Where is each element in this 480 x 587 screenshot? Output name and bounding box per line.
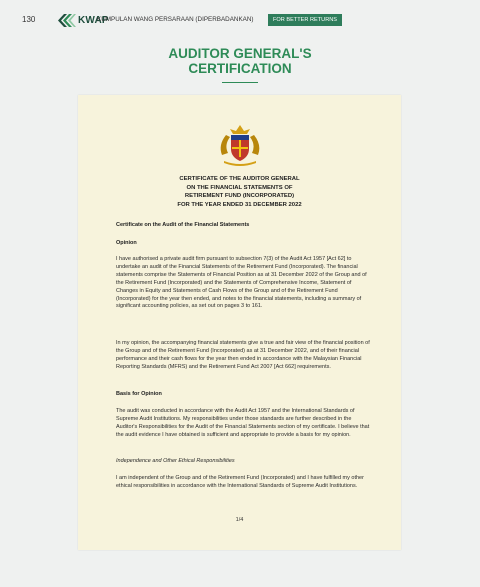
certificate-heading-line: FOR THE YEAR ENDED 31 DECEMBER 2022 [177,201,302,208]
kwap-logo-icon [58,14,76,27]
section-title-line-1: AUDITOR GENERAL'S [168,46,312,61]
certificate-page [78,95,401,550]
page-header [0,14,480,28]
certificate-heading-line: CERTIFICATE OF THE AUDITOR GENERAL [179,176,300,182]
tagline-badge: FOR BETTER RETURNS [268,14,342,26]
independence-paragraph: I am independent of the Group and of the Retirement Fund (Incorporated) and I have fulfilled my other ethical responsibilities in accordance with the International Standards of Supreme Audit Institutions. [116,475,364,489]
opinion-paragraph-1: I have authorised a private audit firm pursuant to subsection 7(3) of the Audit Act 1957 [Act 62] to undertake an audit of the Financial Statements of the Retirement Fund (Incorporated). The financial statements comprise the Statements of Financial Position as at 31 December 2022 of the Group and of the Retirement Fund (Incorporated) and the Statements of Comprehensive Income, Statement of Changes in Equity and Statements of Cash Flows of the Group and of the Retirement Fund (Incorporated) for the year then ended, and notes to the financial statements, including a summary of significant accounting policies, as set out on pages 3 to 161. [116,256,367,310]
page-number: 130 [22,15,36,24]
title-underline [222,82,258,83]
organization-name: KUMPULAN WANG PERSARAAN (DIPERBADANKAN) [97,16,254,23]
section-title-line-2: CERTIFICATION [188,61,292,76]
logo-text: KWAP [78,15,109,26]
independence-heading: Independence and Other Ethical Responsibilities [116,458,235,464]
basis-paragraph: The audit was conducted in accordance with the Audit Act 1957 and the International Standards of Supreme Audit Institutions. My responsibilities under those standards are further described in the Auditor's Responsibilities for the Audit of the Financial Statements section of my certificate. I believe that the audit evidence I have obtained is sufficient and appropriate to provide a basis for my opinion. [116,408,370,438]
certificate-heading [78,175,401,209]
opinion-paragraph-2: In my opinion, the accompanying financial statements give a true and fair view of the financial position of the Group and of the Retirement Fund (Incorporated) as at 31 December 2022, and of their financial performance and their cash flows for the year then ended in accordance with the Malaysian Financial Reporting Standards (MFRS) and the Retirement Fund Act 2007 [Act 662] requirements. [116,340,370,370]
audit-section-heading: Certificate on the Audit of the Financial Statements [116,222,250,228]
coat-of-arms-icon [216,123,264,167]
section-title [0,46,480,76]
basis-heading: Basis for Opinion [116,391,162,397]
page-indicator: 1/4 [235,517,244,523]
certificate-heading-line: ON THE FINANCIAL STATEMENTS OF [186,184,293,191]
opinion-heading: Opinion [116,240,137,246]
certificate-heading-line: RETIREMENT FUND (INCORPORATED) [184,193,295,200]
